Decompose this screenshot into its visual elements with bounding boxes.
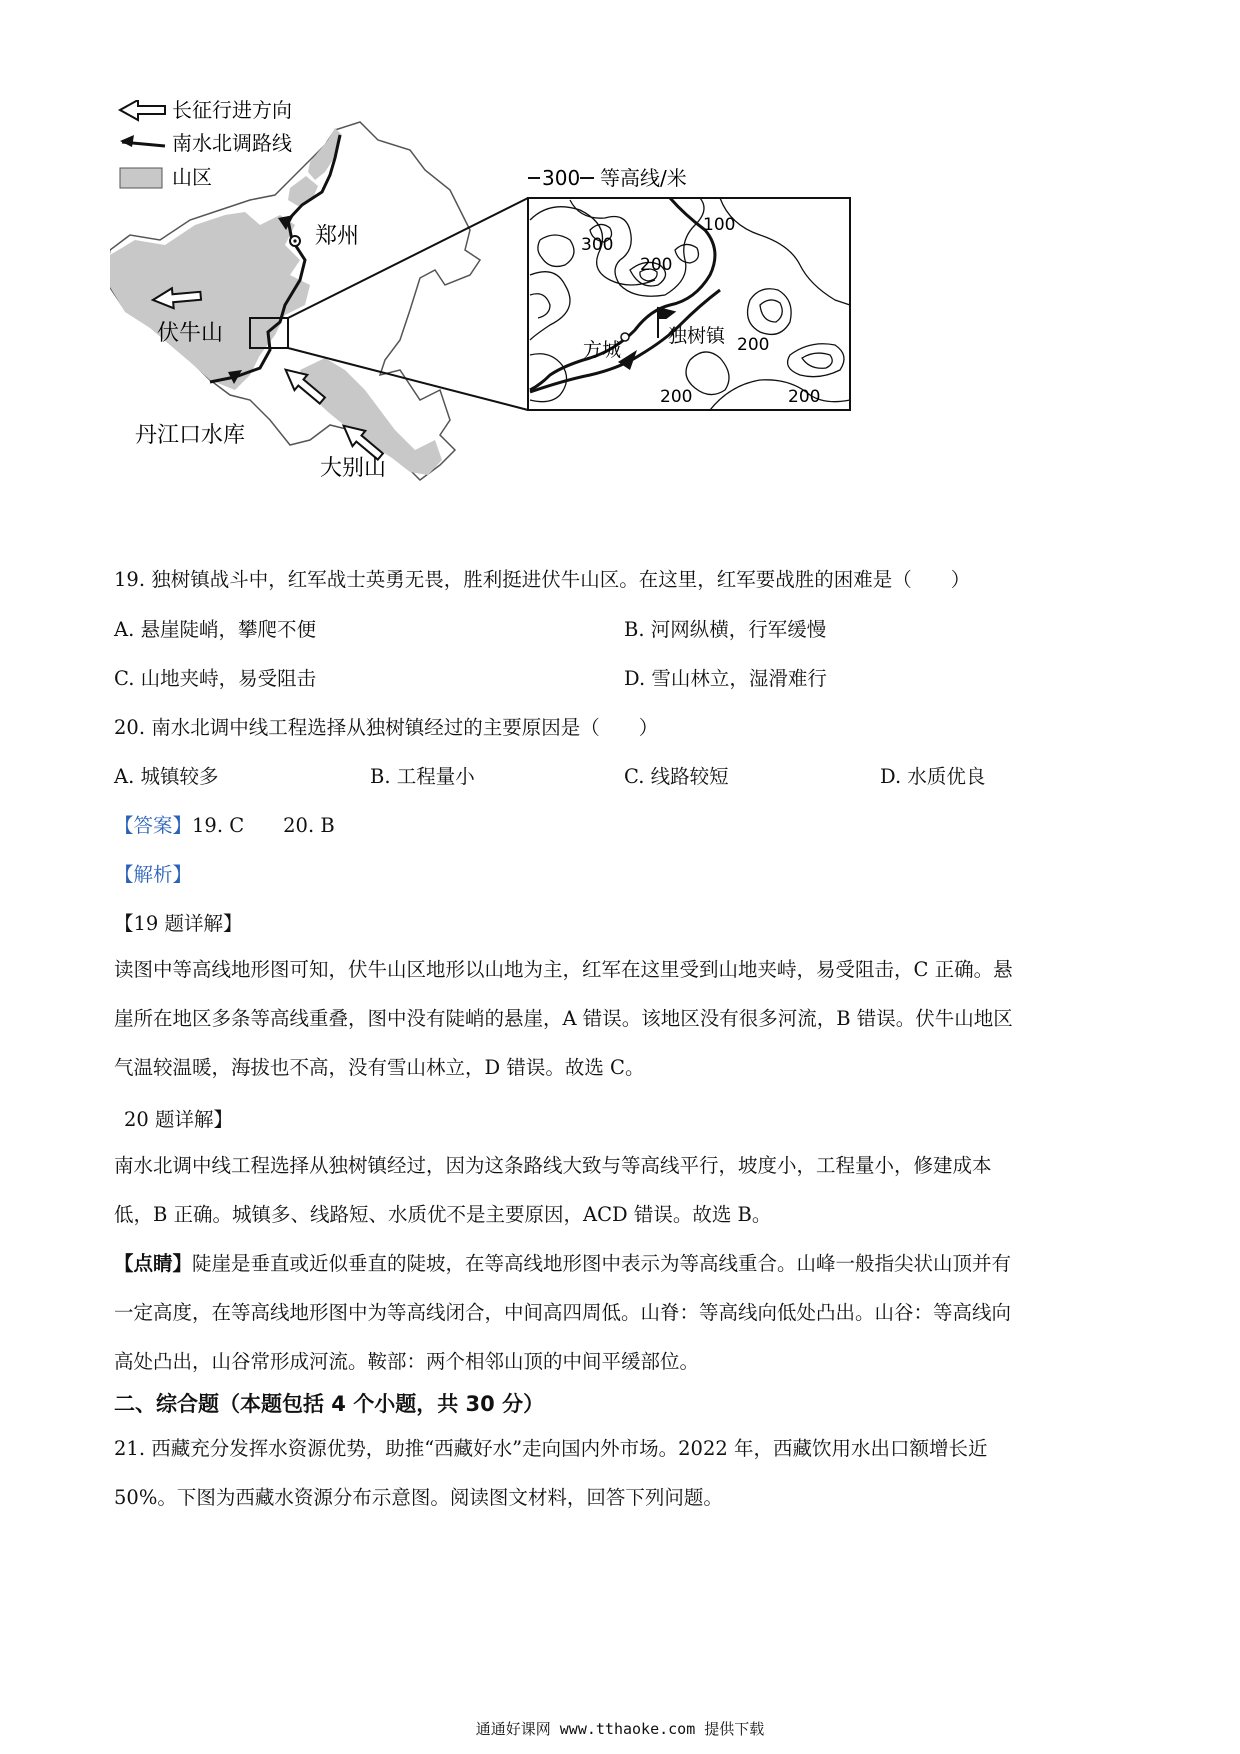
mountain-swatch-icon bbox=[120, 168, 162, 188]
contour-value-label: 200 bbox=[660, 387, 693, 407]
section-title: 二、综合题（本题包括 4 个小题，共 30 分） bbox=[114, 1392, 545, 1416]
q19-stem: 19. 独树镇战斗中，红军战士英勇无畏，胜利挺进伏牛山区。在这里，红军要战胜的困难是（ ） bbox=[114, 568, 971, 591]
contour-value-label: 200 bbox=[788, 387, 821, 407]
legend-water-label: 南水北调路线 bbox=[172, 131, 292, 155]
q21-line: 21. 西藏充分发挥水资源优势，助推“西藏好水”走向国内外市场。2022 年，西藏饮用水出口额增长近 bbox=[114, 1437, 988, 1460]
contour-value-label: 100 bbox=[703, 215, 736, 235]
fangcheng-label: 方城 bbox=[583, 339, 622, 361]
legend-mountain-label: 山区 bbox=[172, 165, 212, 189]
d19-body bbox=[114, 945, 1124, 1092]
legend-march-label: 长征行进方向 bbox=[172, 100, 292, 122]
contour-value-label: 200 bbox=[737, 335, 770, 355]
d20-line: 低，B 正确。城镇多、线路短、水质优不是主要原因，ACD 错误。故选 B。 bbox=[114, 1203, 772, 1226]
q21-line: 50%。下图为西藏水资源分布示意图。阅读图文材料，回答下列问题。 bbox=[114, 1486, 723, 1509]
danjiangkou-label: 丹江口水库 bbox=[135, 423, 246, 448]
d19-title: 【19 题详解】 bbox=[114, 912, 243, 935]
march-arrow-icon bbox=[120, 100, 165, 120]
tip-tag: 【点睛】 bbox=[114, 1252, 193, 1275]
legend bbox=[120, 100, 292, 189]
tip-line-text: 陡崖是垂直或近似垂直的陡坡，在等高线地形图中表示为等高线重合。山峰一般指尖状山顶并有 bbox=[192, 1252, 1012, 1275]
d20-body bbox=[114, 1141, 1124, 1239]
q20-option-d[interactable]: D. 水质优良 bbox=[880, 765, 986, 788]
answer-text: 19. C 20. B bbox=[192, 814, 335, 837]
d20-line: 南水北调中线工程选择从独树镇经过，因为这条路线大致与等高线平行，坡度小，工程量小，修建成本 bbox=[114, 1154, 992, 1177]
dushuzhen-label: 独树镇 bbox=[668, 325, 726, 347]
q20-stem: 20. 南水北调中线工程选择从独树镇经过的主要原因是（ ） bbox=[114, 716, 659, 739]
tip-line: 一定高度，在等高线地形图中为等高线闭合，中间高四周低。山脊：等高线向低处凸出。山谷：等高线向 bbox=[114, 1301, 1012, 1324]
q19-option-a[interactable]: A. 悬崖陡峭，攀爬不便 bbox=[114, 618, 316, 641]
q21-body bbox=[114, 1424, 1124, 1522]
analysis-tag: 【解析】 bbox=[114, 863, 193, 886]
map-figure bbox=[110, 100, 970, 550]
contour-value-label: 300 bbox=[581, 235, 614, 255]
q19-option-d[interactable]: D. 雪山林立，湿滑难行 bbox=[624, 667, 827, 690]
contour-value-label: 200 bbox=[640, 255, 673, 275]
contour-legend-text: 等高线/米 bbox=[600, 166, 687, 190]
zhengzhou-dot bbox=[293, 239, 296, 242]
d19-line: 崖所在地区多条等高线重叠，图中没有陡峭的悬崖，A 错误。该地区没有很多河流，B 错误。伏牛山地区 bbox=[114, 1007, 1013, 1030]
fangcheng-marker bbox=[621, 333, 629, 341]
q20-option-c[interactable]: C. 线路较短 bbox=[624, 765, 729, 788]
tip-line bbox=[114, 1239, 1124, 1288]
dabieshan-label: 大别山 bbox=[320, 456, 387, 481]
zhengzhou-label: 郑州 bbox=[315, 224, 360, 249]
q19-option-c[interactable]: C. 山地夹峙，易受阻击 bbox=[114, 667, 317, 690]
q19-option-b[interactable]: B. 河网纵横，行军缓慢 bbox=[624, 618, 827, 641]
d20-title: 20 题详解】 bbox=[124, 1108, 234, 1131]
tip-line: 高处凸出，山谷常形成河流。鞍部：两个相邻山顶的中间平缓部位。 bbox=[114, 1350, 700, 1373]
answer-tag: 【答案】 bbox=[114, 814, 193, 837]
contour-inset bbox=[528, 166, 850, 410]
q20-option-b[interactable]: B. 工程量小 bbox=[370, 765, 475, 788]
contour-legend-value: 300 bbox=[542, 166, 581, 190]
q20-option-a[interactable]: A. 城镇较多 bbox=[114, 765, 219, 788]
funiushan-label: 伏牛山 bbox=[157, 321, 224, 346]
answer-line bbox=[114, 812, 335, 840]
d19-line: 气温较温暖，海拔也不高，没有雪山林立，D 错误。故选 C。 bbox=[114, 1056, 645, 1079]
d19-line: 读图中等高线地形图可知，伏牛山区地形以山地为主，红军在这里受到山地夹峙，易受阻击，C 正确。悬 bbox=[114, 958, 1013, 981]
water-arrowhead-icon bbox=[120, 135, 134, 147]
tip-body bbox=[114, 1239, 1124, 1386]
footer-text: 通通好课网 www.tthaoke.com 提供下载 bbox=[475, 1720, 765, 1738]
